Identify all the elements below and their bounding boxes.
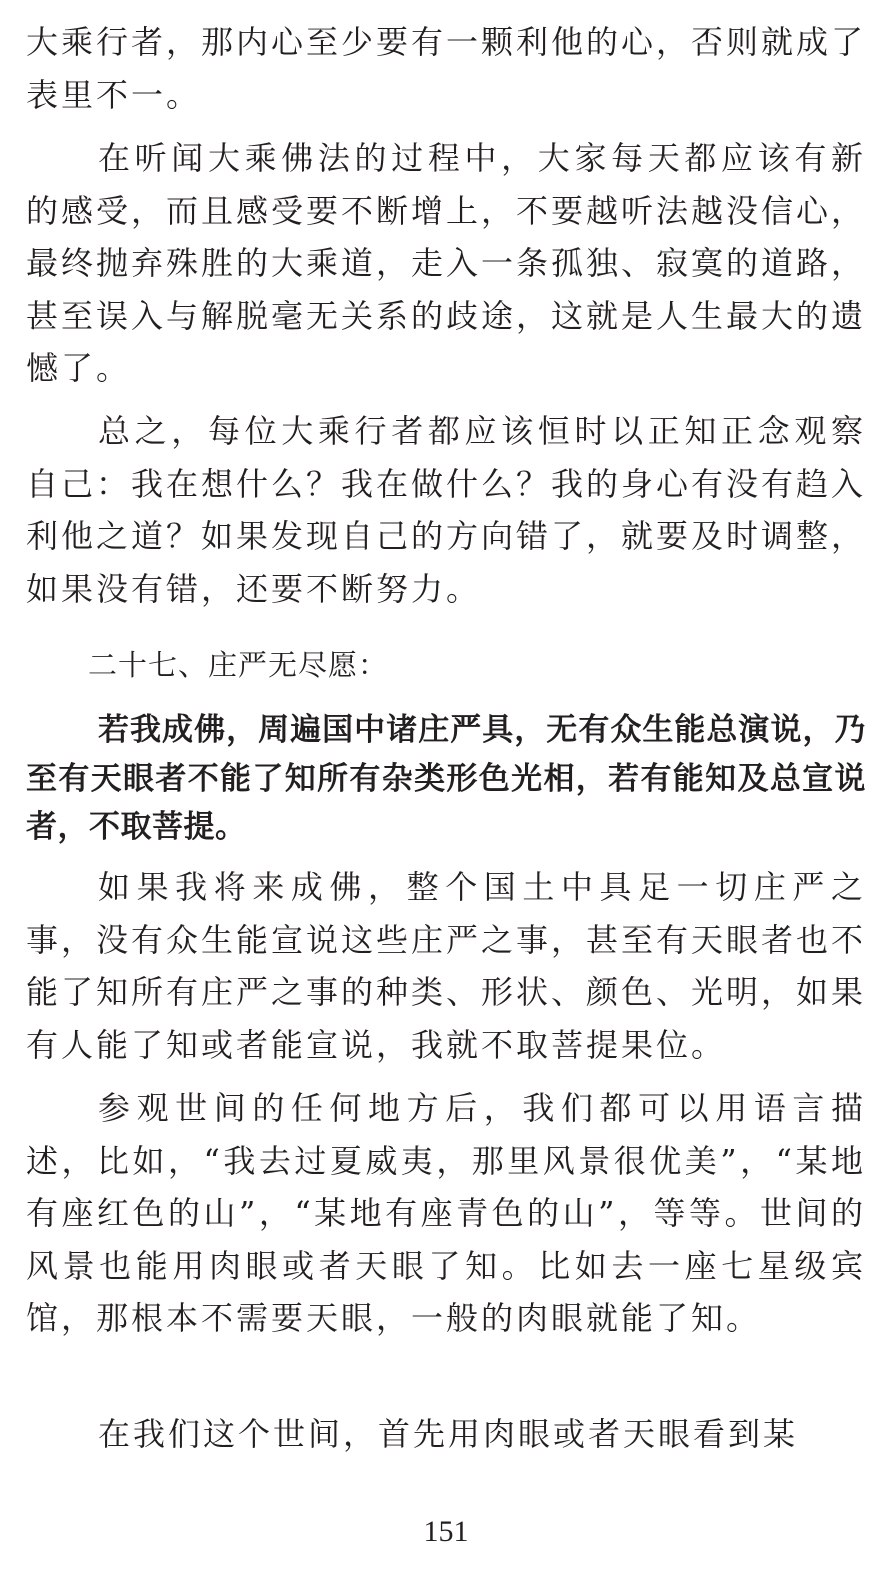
paragraph-listening-dharma: 在听闻大乘佛法的过程中，大家每天都应该有新的感受，而且感受要不断增上，不要越听法越没信心，最终抛弃殊胜的大乘道，走入一条孤独、寂寞的道路，甚至误入与解脱毫无关系的歧途，这就是人生最大的遗憾了。 [26, 139, 867, 387]
commentary-paragraph: 参观世间的任何地方后，我们都可以用语言描述，比如，“我去过夏威夷，那里风景很优美”，“某地有座红色的山”，“某地有座青色的山”，等等。世间的风景也能用肉眼或者天眼了知。比如去一座七星级宾馆，那根本不需要天眼，一般的肉眼就能了知。 [26, 1089, 866, 1337]
commentary-paragraph: 如果我将来成佛，整个国土中具足一切庄严之事，没有众生能宣说这些庄严之事，甚至有天眼者也不能了知所有庄严之事的种类、形状、颜色、光明，如果有人能了知或者能宣说，我就不取菩提果位。 [26, 868, 867, 1064]
commentary-paragraph: 在我们这个世间，首先用肉眼或者天眼看到某 [98, 1415, 799, 1453]
paragraph-continued: 大乘行者，那内心至少要有一颗利他的心，否则就成了表里不一。 [26, 23, 867, 114]
paragraph-conclusion: 总之，每位大乘行者都应该恒时以正知正念观察自己：我在想什么？我在做什么？我的身心有没有趋入利他之道？如果发现自己的方向错了，就要及时调整，如果没有错，还要不断努力。 [26, 412, 867, 608]
vow-text: 若我成佛，周遍国中诸庄严具，无有众生能总演说，乃至有天眼者不能了知所有杂类形色光相，若有能知及总宣说者，不取菩提。 [26, 712, 866, 845]
section-heading: 二十七、庄严无尽愿： [88, 648, 389, 682]
page-number: 151 [423, 1515, 469, 1548]
